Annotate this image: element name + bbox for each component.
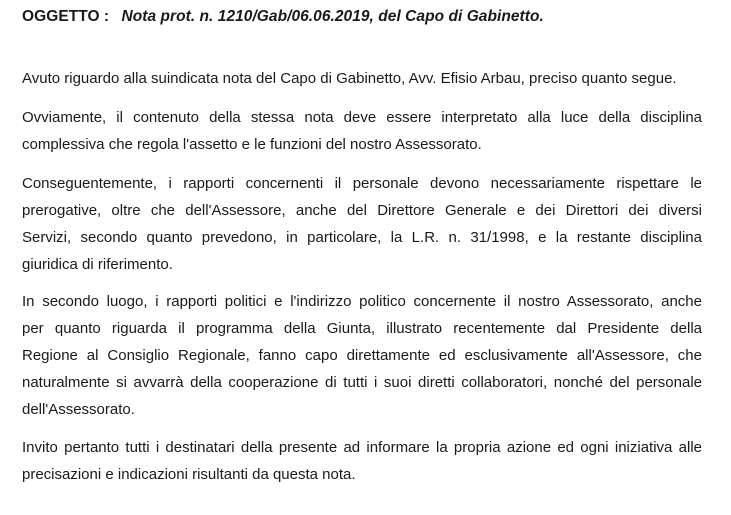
paragraph-line: dell'Assessorato. bbox=[22, 401, 135, 418]
paragraph-line: complessiva che regola l'assetto e le funzioni del nostro Assessorato. bbox=[22, 136, 482, 153]
paragraph-invitation bbox=[22, 434, 702, 488]
paragraph-line: per quanto riguarda il programma della Giunta, illustrato recentemente dal Presidente della bbox=[22, 320, 702, 337]
paragraph-line: In secondo luogo, i rapporti politici e l'indirizzo politico concernente il nostro Assessorato, anche bbox=[22, 293, 702, 310]
paragraph-line: naturalmente si avvarrà della cooperazione di tutti i suoi diretti collaboratori, nonché del personale bbox=[22, 374, 702, 391]
paragraph-political bbox=[22, 288, 702, 423]
paragraph-line: Servizi, secondo quanto prevedono, in particolare, la L.R. n. 31/1998, e la restante disciplina bbox=[22, 229, 702, 246]
paragraph-line: giuridica di riferimento. bbox=[22, 256, 173, 273]
paragraph-line: Regione al Consiglio Regionale, fanno capo direttamente ed esclusivamente all'Assessore, che bbox=[22, 347, 702, 364]
paragraph-line: precisazioni e indicazioni risultanti da questa nota. bbox=[22, 466, 356, 483]
paragraph-personnel bbox=[22, 170, 702, 278]
subject-text: Nota prot. n. 1210/Gab/06.06.2019, del Capo di Gabinetto. bbox=[121, 8, 544, 25]
subject-line bbox=[22, 8, 712, 26]
paragraph-line: prerogative, oltre che dell'Assessore, anche del Direttore Generale e dei Direttori dei diversi bbox=[22, 202, 702, 219]
paragraph-line: Ovviamente, il contenuto della stessa nota deve essere interpretato alla luce della disciplina bbox=[22, 109, 702, 126]
paragraph-line: Invito pertanto tutti i destinatari della presente ad informare la propria azione ed ogni iniziativa alle bbox=[22, 439, 702, 456]
subject-label: OGGETTO : bbox=[22, 8, 110, 25]
paragraph-interpretation bbox=[22, 104, 702, 158]
paragraph-line: Avuto riguardo alla suindicata nota del Capo di Gabinetto, Avv. Efisio Arbau, preciso quanto segue. bbox=[22, 70, 677, 87]
paragraph-line: Conseguentemente, i rapporti concernenti il personale devono necessariamente rispettare le bbox=[22, 175, 702, 192]
paragraph-intro bbox=[22, 65, 702, 92]
